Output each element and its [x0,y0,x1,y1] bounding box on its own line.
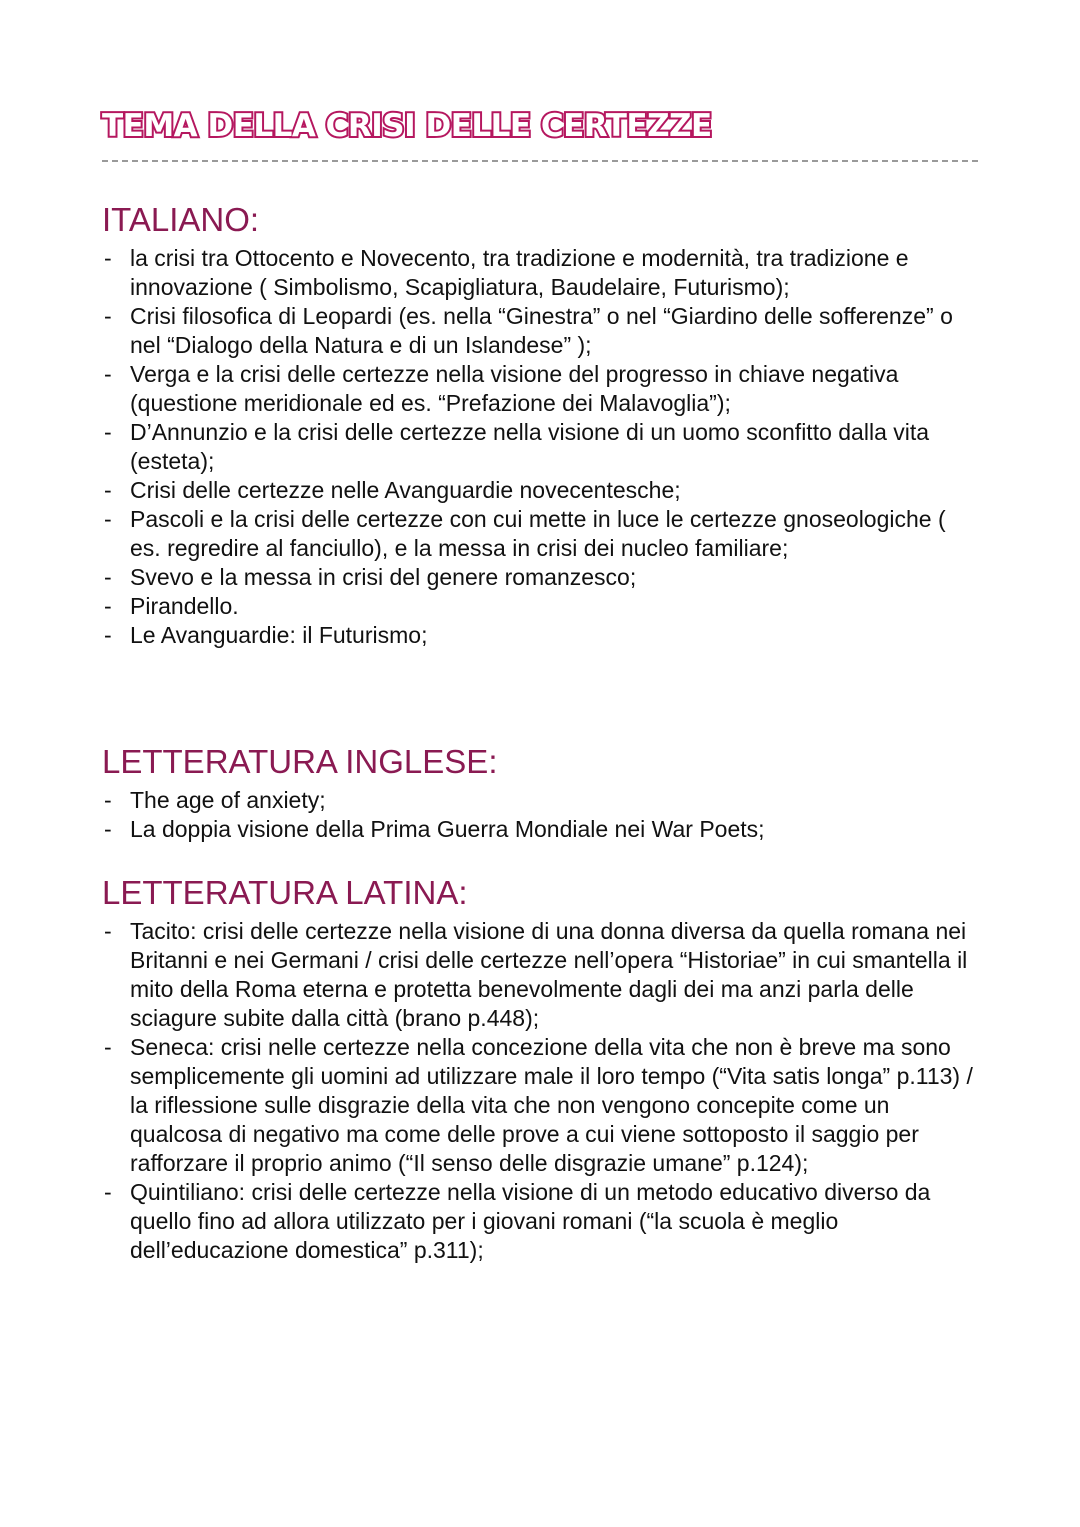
list-item [102,418,982,476]
bullet-dash-icon: - [104,477,112,503]
section-italiano [102,200,982,650]
bullet-dash-icon: - [104,564,112,590]
list-item [102,302,982,360]
bullet-dash-icon: - [104,245,112,271]
list-item [102,786,982,815]
list-item [102,1178,982,1265]
bullet-dash-icon: - [104,1179,112,1205]
list-item-text: Svevo e la messa in crisi del genere romanzesco; [130,564,637,590]
list-italiano [102,244,982,650]
list-item [102,563,982,592]
list-item [102,476,982,505]
list-item-text: Seneca: crisi nelle certezze nella concezione della vita che non è breve ma sono semplicemente gli uomini ad utilizzare male il loro tempo (“Vita satis longa” p.113) / la riflessione sulle disgrazie della vita che non vengono concepite come un qualcosa di negativo ma come delle prove a cui viene sottoposto il saggio per rafforzare il proprio animo (“Il senso delle disgrazie umane” p.124); [130,1034,973,1176]
list-item-text: Tacito: crisi delle certezze nella visione di una donna diversa da quella romana nei Britanni e nei Germani / crisi delle certezze nell’opera “Historiae” in cui smantella il mito della Roma eterna e protetta benevolmente dagli dei ma anzi parla delle sciagure subite dalla città (brano p.448); [130,918,968,1031]
list-item-text: Crisi delle certezze nelle Avanguardie novecentesche; [130,477,681,503]
bullet-dash-icon: - [104,303,112,329]
list-item [102,917,982,1033]
section-letteratura-inglese [102,742,982,844]
list-item [102,505,982,563]
section-heading-inglese: LETTERATURA INGLESE: [102,743,498,780]
page-title: TEMA DELLA CRISI DELLE CERTEZZE [102,108,712,144]
bullet-dash-icon: - [104,1034,112,1060]
bullet-dash-icon: - [104,622,112,648]
bullet-dash-icon: - [104,419,112,445]
bullet-dash-icon: - [104,506,112,532]
list-item-text: Le Avanguardie: il Futurismo; [130,622,428,648]
list-inglese [102,786,982,844]
list-item [102,1033,982,1178]
list-item [102,815,982,844]
list-item-text: Pascoli e la crisi delle certezze con cui mette in luce le certezze gnoseologiche ( es. regredire al fanciullo), e la messa in crisi dei nucleo familiare; [130,506,946,561]
list-item [102,621,982,650]
bullet-dash-icon: - [104,361,112,387]
list-item-text: Pirandello. [130,593,239,619]
title-divider [102,160,978,162]
bullet-dash-icon: - [104,787,112,813]
list-item-text: The age of anxiety; [130,787,326,813]
bullet-dash-icon: - [104,816,112,842]
list-item [102,244,982,302]
section-heading-italiano: ITALIANO: [102,201,260,238]
list-item [102,360,982,418]
bullet-dash-icon: - [104,918,112,944]
section-heading-latina: LETTERATURA LATINA: [102,874,468,911]
list-latina [102,917,982,1265]
list-item [102,592,982,621]
list-item-text: la crisi tra Ottocento e Novecento, tra tradizione e modernità, tra tradizione e innovazione ( Simbolismo, Scapigliatura, Baudelaire, Futurismo); [130,245,909,300]
section-letteratura-latina [102,873,982,1265]
bullet-dash-icon: - [104,593,112,619]
list-item-text: Quintiliano: crisi delle certezze nella visione di un metodo educativo diverso da quello fino ad allora utilizzato per i giovani romani (“la scuola è meglio dell’educazione domestica” p.311); [130,1179,931,1263]
list-item-text: La doppia visione della Prima Guerra Mondiale nei War Poets; [130,816,765,842]
list-item-text: Verga e la crisi delle certezze nella visione del progresso in chiave negativa (questione meridionale ed es. “Prefazione dei Malavoglia”); [130,361,899,416]
list-item-text: D’Annunzio e la crisi delle certezze nella visione di un uomo sconfitto dalla vita (esteta); [130,419,930,474]
list-item-text: Crisi filosofica di Leopardi (es. nella “Ginestra” o nel “Giardino delle sofferenze” o nel “Dialogo della Natura e di un Islandese” ); [130,303,953,358]
